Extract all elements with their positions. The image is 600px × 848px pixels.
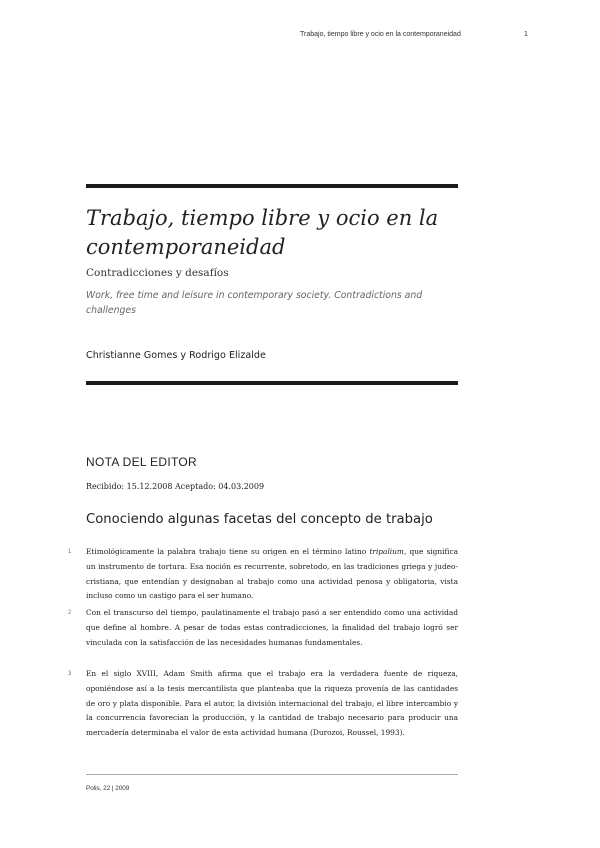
title-top-rule — [86, 184, 458, 188]
paragraph-number: 2 — [68, 610, 72, 616]
paragraph-1-emphasis: tripalium — [369, 547, 404, 556]
article-subtitle: Contradicciones y desafíos — [86, 267, 229, 279]
running-head: Trabajo, tiempo libre y ocio en la contemporaneidad — [300, 31, 461, 38]
paragraph-2: Con el transcurso del tiempo, paulatinamente el trabajo pasó a ser entendido como una actividad que define al hombre. A pesar de todas estas contradicciones, la finalidad del trabajo logró ser vinculada con la satisfacción de las necesidades humanas fundamentales. — [86, 608, 458, 647]
received-accepted-dates: Recibido: 15.12.2008 Aceptado: 04.03.2009 — [86, 482, 265, 491]
paragraph-1-text-a: Etimológicamente la palabra trabajo tiene su origen en el término latino — [86, 547, 370, 556]
article-title: Trabajo, tiempo libre y ocio en la contemporaneidad — [86, 206, 439, 259]
paragraph-3: En el siglo XVIII, Adam Smith afirma que el trabajo era la verdadera fuente de riqueza, oponiéndose así a la tesis mercantilista que planteaba que la riqueza provenía de las cantidades de oro y plata disponible. Para el autor, la división internacional del trabajo, el libre intercambio y la concurrencia favorecían la producción, y la cantidad de trabajo necesario para producir una mercadería determinaba el valor de esta actividad humana (Durozoi, Roussel, 1993). — [86, 669, 458, 738]
english-title: Work, free time and leisure in contemporary society. Contradictions and challenges — [86, 290, 423, 316]
title-bottom-rule — [86, 381, 458, 385]
paragraph-number: 1 — [68, 549, 72, 555]
footer-citation: Polis, 22 | 2009 — [86, 785, 130, 792]
paragraph-number: 3 — [68, 671, 72, 677]
editor-note-heading: NOTA DEL EDITOR — [86, 455, 197, 469]
page-number: 1 — [524, 31, 528, 38]
footer-rule — [86, 774, 458, 775]
section-heading: Conociendo algunas facetas del concepto de trabajo — [86, 512, 433, 527]
paragraph-1 — [86, 545, 458, 604]
authors: Christianne Gomes y Rodrigo Elizalde — [86, 350, 266, 361]
paragraph-1-text-b: , que significa un instrumento de tortura. Esa noción es recurrente, sobretodo, en las tradiciones griega y judeo-cristiana, que entendían y designaban al trabajo como una actividad penosa y obligatoria, vista incluso como un castigo para el ser humano. — [86, 547, 458, 601]
